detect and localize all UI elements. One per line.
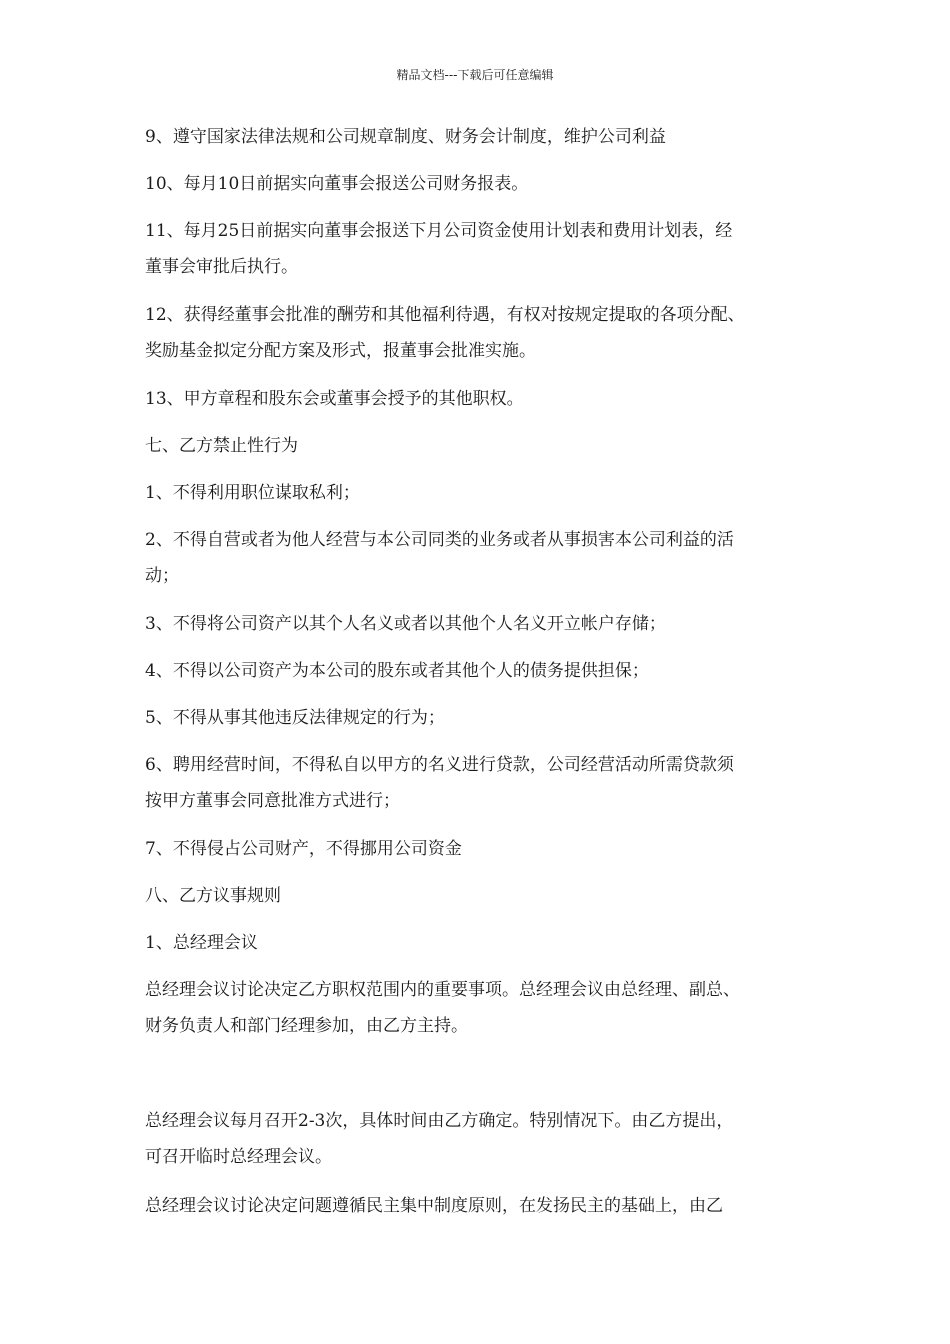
paragraph-line: 11、每月25日前据实向董事会报送下月公司资金使用计划表和费用计划表，经	[145, 221, 733, 241]
paragraph-line: 董事会审批后执行。	[145, 257, 298, 277]
meeting-principle-paragraph	[145, 1188, 825, 1224]
prohibition-item-3	[145, 606, 825, 642]
paragraph-line: 1、不得利用职位谋取私利；	[145, 483, 360, 503]
section-heading-8	[145, 878, 825, 914]
paragraph-line: 七、乙方禁止性行为	[145, 436, 298, 456]
paragraph-line: 八、乙方议事规则	[145, 886, 281, 906]
paragraph-item-13	[145, 381, 825, 417]
paragraph-line: 2、不得自营或者为他人经营与本公司同类的业务或者从事损害本公司利益的活	[145, 530, 734, 550]
paragraph-line: 10、每月10日前据实向董事会报送公司财务报表。	[145, 174, 529, 194]
prohibition-item-4	[145, 653, 825, 689]
rule-item-1	[145, 925, 825, 961]
paragraph-line: 3、不得将公司资产以其个人名义或者以其他个人名义开立帐户存储；	[145, 614, 666, 634]
paragraph-line: 动；	[145, 566, 179, 586]
paragraph-line: 9、遵守国家法律法规和公司规章制度、财务会计制度，维护公司利益	[145, 127, 666, 147]
paragraph-line: 6、聘用经营时间，不得私自以甲方的名义进行贷款，公司经营活动所需贷款须	[145, 755, 734, 775]
paragraph-line: 总经理会议讨论决定问题遵循民主集中制度原则，在发扬民主的基础上，由乙	[145, 1196, 723, 1216]
paragraph-line: 7、不得侵占公司财产，不得挪用公司资金	[145, 839, 462, 859]
prohibition-item-2	[145, 522, 825, 594]
paragraph-line: 12、获得经董事会批准的酬劳和其他福利待遇，有权对按规定提取的各项分配、	[145, 305, 745, 325]
page-header: 精品文档---下载后可任意编辑	[396, 68, 554, 82]
meeting-frequency-paragraph	[145, 1103, 825, 1175]
paragraph-line: 4、不得以公司资产为本公司的股东或者其他个人的债务提供担保；	[145, 661, 649, 681]
meeting-scope-paragraph	[145, 972, 825, 1044]
paragraph-line: 1、总经理会议	[145, 933, 258, 953]
paragraph-item-11	[145, 213, 825, 285]
paragraph-item-12	[145, 297, 825, 369]
paragraph-line: 财务负责人和部门经理参加，由乙方主持。	[145, 1016, 468, 1036]
prohibition-item-7	[145, 831, 825, 867]
paragraph-line: 按甲方董事会同意批准方式进行；	[145, 791, 400, 811]
paragraph-item-10	[145, 166, 825, 202]
prohibition-item-5	[145, 700, 825, 736]
paragraph-line: 可召开临时总经理会议。	[145, 1147, 332, 1167]
paragraph-line: 13、甲方章程和股东会或董事会授予的其他职权。	[145, 389, 524, 409]
paragraph-line: 总经理会议每月召开2-3次，具体时间由乙方确定。特别情况下。由乙方提出，	[145, 1111, 734, 1131]
paragraph-line: 总经理会议讨论决定乙方职权范围内的重要事项。总经理会议由总经理、副总、	[145, 980, 740, 1000]
paragraph-line: 奖励基金拟定分配方案及形式，报董事会批准实施。	[145, 341, 536, 361]
prohibition-item-6	[145, 747, 825, 819]
prohibition-item-1	[145, 475, 825, 511]
paragraph-line: 5、不得从事其他违反法律规定的行为；	[145, 708, 445, 728]
paragraph-item-9	[145, 119, 825, 155]
section-heading-7	[145, 428, 825, 464]
